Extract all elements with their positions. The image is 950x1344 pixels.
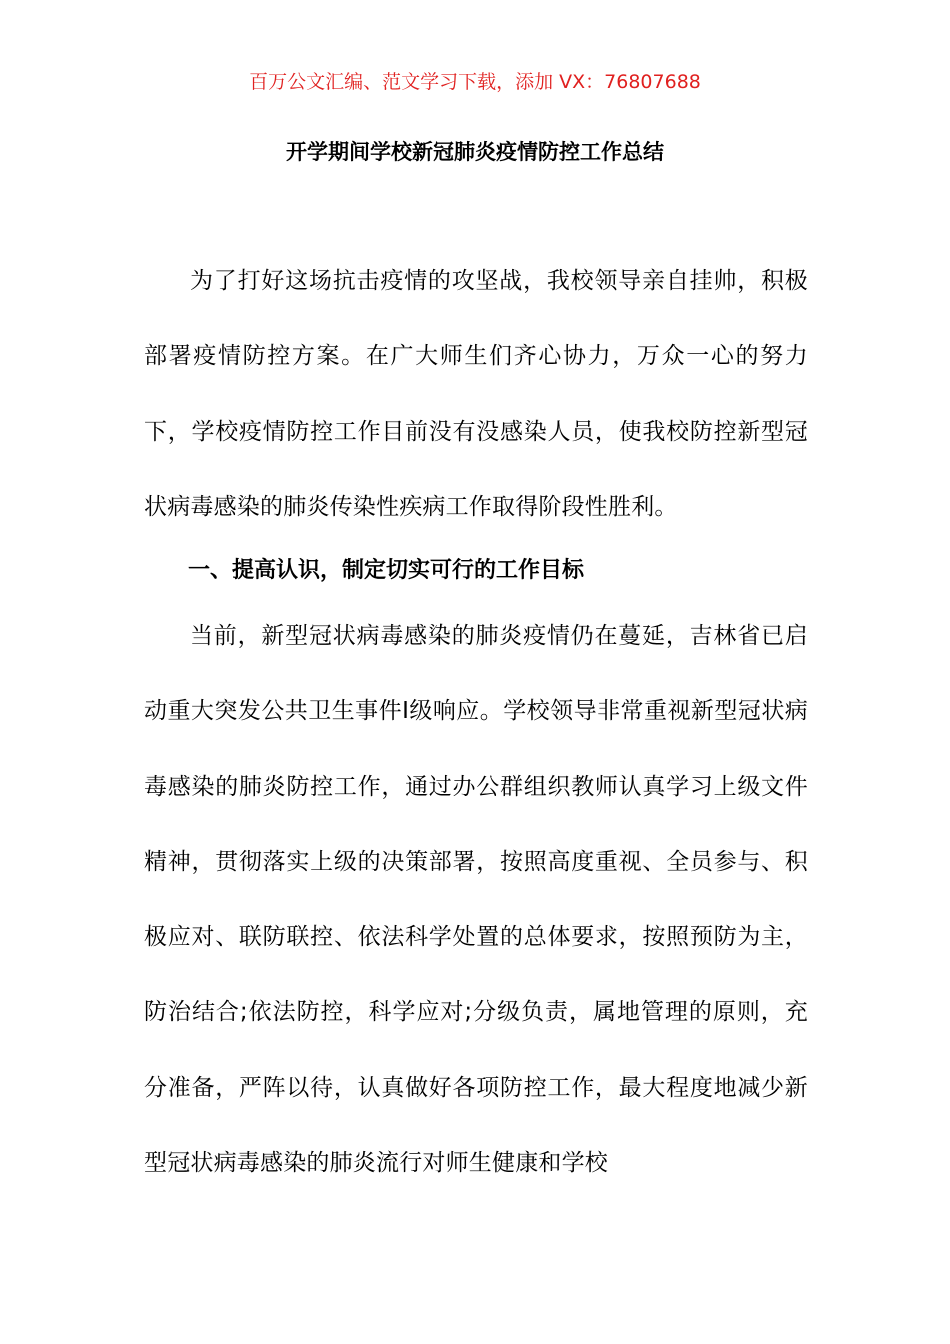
watermark-banner: 百万公文汇编、范文学习下载，添加 VX：76807688 bbox=[249, 71, 701, 93]
section-heading-1: 一、提高认识，制定切实可行的工作目标 bbox=[188, 558, 585, 583]
paragraph-block-1 bbox=[144, 244, 808, 545]
paragraph-block-2 bbox=[144, 599, 808, 1201]
body-paragraph-2: 当前，新型冠状病毒感染的肺炎疫情仍在蔓延，吉林省已启动重大突发公共卫生事件Ⅰ级响应。学校领导非常重视新型冠状病毒感染的肺炎防控工作，通过办公群组织教师认真学习上级文件精神，贯彻落实上级的决策部署，按照高度重视、全员参与、积极应对、联防联控、依法科学处置的总体要求，按照预防为主，防治结合;依法防控，科学应对;分级负责，属地管理的原则，充分准备，严阵以待，认真做好各项防控工作，最大程度地减少新型冠状病毒感染的肺炎流行对师生健康和学校 bbox=[144, 623, 808, 1177]
section-heading-block-1 bbox=[144, 538, 808, 604]
body-paragraph-1: 为了打好这场抗击疫情的攻坚战，我校领导亲自挂帅，积极部署疫情防控方案。在广大师生们齐心协力，万众一心的努力下，学校疫情防控工作目前没有没感染人员，使我校防控新型冠状病毒感染的肺炎传染性疾病工作取得阶段性胜利。 bbox=[144, 268, 808, 520]
document-title: 开学期间学校新冠肺炎疫情防控工作总结 bbox=[286, 140, 664, 164]
